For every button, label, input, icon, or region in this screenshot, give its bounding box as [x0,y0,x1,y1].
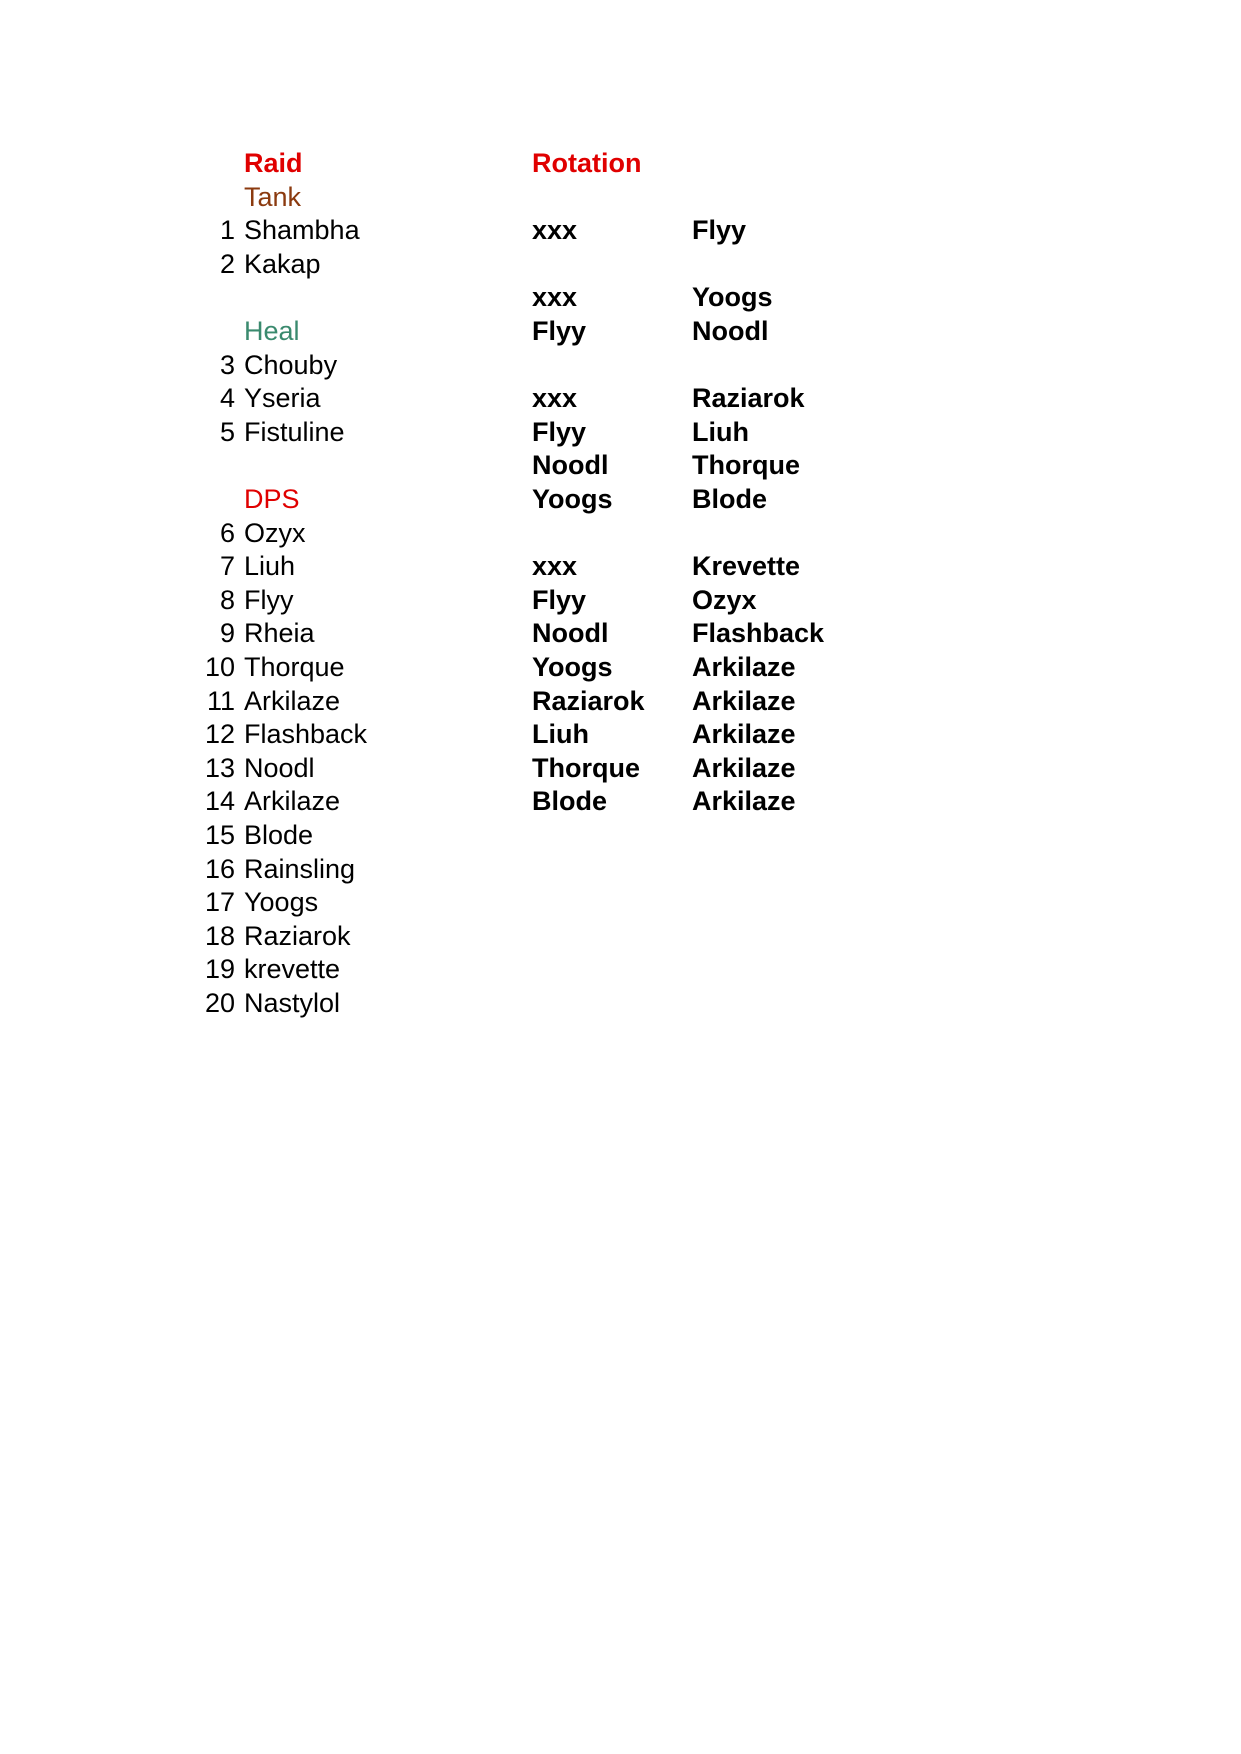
header-row [0,145,1241,182]
player-name: Liuh [244,551,296,582]
player-name: Kakap [244,248,321,279]
rotation-cell-1: xxx [532,551,578,582]
rotation-cell-1: Liuh [532,719,589,750]
rotation-cell-2: Ozyx [692,584,757,615]
row-number: 13 [204,752,235,783]
player-name: Rainsling [244,853,356,884]
table-row [0,851,1241,888]
player-name: Noodl [244,752,315,783]
row-number: 14 [204,786,235,817]
table-row [0,615,1241,652]
row-number: 1 [219,215,235,246]
row-number: 20 [204,988,235,1018]
table-row [0,212,1241,249]
row-number: 15 [204,820,235,850]
rotation-cell-2: Liuh [692,416,749,447]
row-number: 16 [204,853,235,884]
role-heading-tank: Tank [244,181,302,212]
player-name: Ozyx [244,517,306,548]
player-name: Yoogs [244,887,319,918]
rotation-cell-2: Arkilaze [692,685,796,716]
table-row [0,246,1241,283]
row-number: 3 [219,349,235,380]
rotation-cell-1: Raziarok [532,685,645,716]
player-name: Flyy [244,584,294,615]
player-name: Arkilaze [244,786,341,817]
rotation-cell-1: Noodl [532,450,609,481]
row-number: 8 [219,584,235,615]
player-name: Thorque [244,652,345,682]
table-row [0,783,1241,820]
role-heading-dps: DPS [244,484,300,514]
table-row [0,447,1241,484]
rotation-cell-1: Yoogs [532,484,613,514]
player-name: Arkilaze [244,685,341,716]
table-row [0,716,1241,753]
row-number: 4 [219,383,235,414]
rotation-cell-1: Noodl [532,618,609,649]
table-row [0,347,1241,384]
rotation-cell-2: Noodl [692,316,769,346]
rotation-cell-1: Blode [532,786,608,817]
row-number: 11 [206,685,235,716]
rotation-cell-2: Krevette [692,551,801,582]
rotation-cell-1: xxx [532,383,578,414]
player-name: krevette [244,954,341,985]
table-row [0,380,1241,417]
row-number: 2 [219,248,235,279]
rotation-cell-1: Thorque [532,752,640,783]
row-number: 19 [204,954,235,985]
rotation-cell-2: Flashback [692,618,825,649]
rotation-cell-1: Yoogs [532,652,613,682]
table-row [0,951,1241,988]
table-row [0,918,1241,955]
table-row [0,683,1241,720]
row-number: 17 [204,887,235,918]
row-number: 5 [219,416,235,447]
table-row [0,515,1241,552]
row-number: 12 [204,719,235,750]
table-row [0,313,1241,350]
table-row [0,582,1241,619]
player-name: Shambha [244,215,360,246]
row-number: 10 [204,652,235,682]
player-name: Raziarok [244,920,351,951]
player-name: Blode [244,820,314,850]
rotation-header: Rotation [532,148,642,178]
table-row [0,649,1241,686]
row-number: 9 [219,618,235,649]
table-row [0,179,1241,216]
player-name: Fistuline [244,416,345,447]
player-name: Rheia [244,618,315,649]
player-name: Flashback [244,719,368,750]
table-row [0,414,1241,451]
rotation-cell-2: Arkilaze [692,719,796,750]
rotation-cell-2: Arkilaze [692,786,796,817]
table-row [0,548,1241,585]
table-row [0,750,1241,787]
rotation-cell-2: Yoogs [692,282,773,313]
table-row [0,817,1241,854]
rotation-cell-2: Thorque [692,450,800,481]
player-name: Chouby [244,349,338,380]
player-name: Nastylol [244,988,341,1018]
player-name: Yseria [244,383,321,414]
raid-header: Raid [244,148,303,178]
table-row [0,884,1241,921]
row-number: 7 [219,551,235,582]
table-row [0,985,1241,1022]
table-row [0,481,1241,518]
row-number: 6 [219,517,235,548]
rotation-cell-1: xxx [532,282,578,313]
table-row [0,279,1241,316]
rotation-cell-1: xxx [532,215,578,246]
rotation-cell-2: Arkilaze [692,752,796,783]
rotation-cell-1: Flyy [532,416,587,447]
rotation-cell-1: Flyy [532,316,587,346]
rotation-cell-1: Flyy [532,584,587,615]
row-number: 18 [204,920,235,951]
rotation-cell-2: Arkilaze [692,652,796,682]
rotation-cell-2: Flyy [692,215,747,246]
rotation-cell-2: Raziarok [692,383,805,414]
role-heading-heal: Heal [244,316,300,346]
rotation-cell-2: Blode [692,484,768,514]
